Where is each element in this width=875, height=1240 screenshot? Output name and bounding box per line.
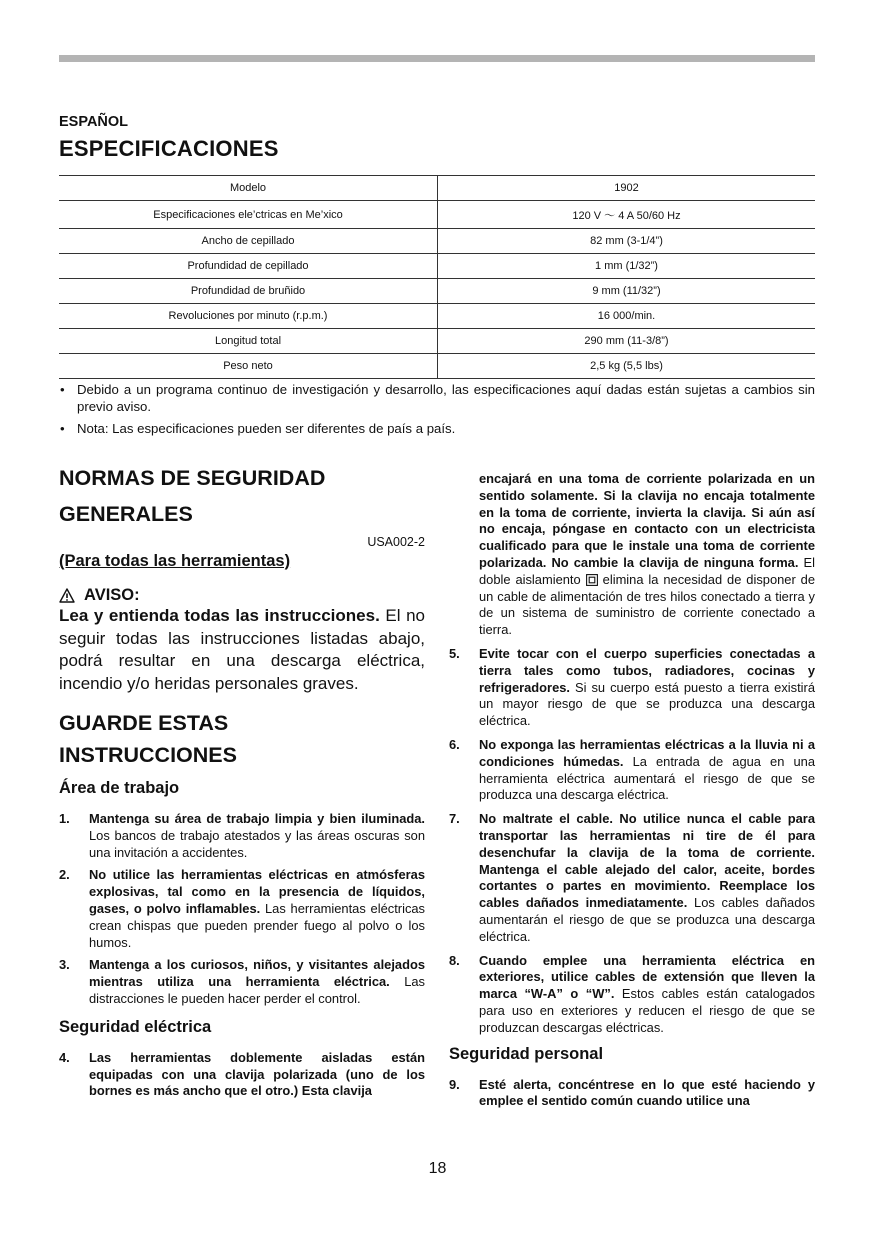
spec-value: 1 mm (1/32”) xyxy=(438,254,816,279)
spec-row xyxy=(59,329,815,354)
warning-label: AVISO: xyxy=(84,586,140,604)
spec-row xyxy=(59,176,815,201)
list-item: 4. Las herramientas doblemente aisladas están equipadas con una clavija polarizada (uno de los bornes es más ancho que el otro.) Esta clavija xyxy=(59,1049,425,1099)
spec-table xyxy=(59,175,815,379)
list-item: 2. No utilice las herramientas eléctricas en atmósferas explosivas, tal como en la presencia de líquidos, gases, o polvo inflamables. Las herramientas eléctricas crean chispas que pueden prender fuego al polvo o los humos. xyxy=(59,867,425,950)
spec-value: 9 mm (11/32”) xyxy=(438,279,816,304)
personal-list xyxy=(449,1077,815,1111)
list-item: 8. Cuando emplee una herramienta eléctrica en exteriores, utilice cables de extensión que lleven la marca “W-A” o “W”. Estos cables están catalogados para uso en exteriores y reducen el riesgo de que se produzcan descargas eléctricas. xyxy=(449,952,815,1035)
spec-label: Profundidad de cepillado xyxy=(59,254,438,279)
list-item: 6. No exponga las herramientas eléctricas a la lluvia ni a condiciones húmedas. La entrada de agua en una herramienta eléctrica aumentará el riesgo de que se produzca una descarga eléctrica. xyxy=(449,736,815,803)
spec-row xyxy=(59,201,815,229)
warning-triangle-icon xyxy=(59,588,75,603)
warning-bold: Lea y entienda todas las instrucciones. xyxy=(59,606,380,625)
warning-text: El no seguir todas las instrucciones listadas abajo, podrá resultar en una descarga eléctrica, incendio y/o heridas personales graves. xyxy=(59,606,425,693)
spec-value: 2,5 kg (5,5 lbs) xyxy=(438,354,816,379)
spec-row xyxy=(59,304,815,329)
spec-row xyxy=(59,229,815,254)
electrical-list-continued xyxy=(449,646,815,1037)
spec-value: 120 V ～ 4 A 50/60 Hz xyxy=(438,201,816,229)
spec-value: 82 mm (3-1/4”) xyxy=(438,229,816,254)
warning-heading xyxy=(59,585,425,605)
header-rule xyxy=(59,55,815,62)
electrical-list xyxy=(59,1050,425,1100)
list-item: 7. No maltrate el cable. No utilice nunca el cable para transportar las herramientas ni tire de él para desenchufar la clavija de la toma de corriente. Mantenga el cable alejado del calor, aceite, bordes cortantes o partes en movimiento. Reemplace los cables dañados inmediatamente. Los cables dañados aumentarán el riesgo de que se produzca una descarga eléctrica. xyxy=(449,811,815,944)
list-item: 1. Mantenga su área de trabajo limpia y bien iluminada. Los bancos de trabajo atestados y las áreas oscuras son una invitación a accidentes. xyxy=(59,811,425,860)
spec-label: Especificaciones ele’ctricas en Me’xico xyxy=(59,201,438,229)
item4-continuation: encajará en una toma de corriente polarizada en un sentido solamente. Si la clavija no encaja totalmente en la toma de corriente, invierta la clavija. Si aún así no encaja, póngase en contacto con un electricista cualificado para que le instale una toma de corriente polarizada. No cambie la clavija de ninguna forma. El doble aislamiento elimina la necesidad de disponer de un cable de alimentación de tres hilos conectado a tierra y de un sistema de suministro de corriente conectado a tierra. xyxy=(479,471,816,638)
save-instructions-title-line2: INSTRUCCIONES xyxy=(59,743,237,767)
save-instructions-title-line1: GUARDE ESTAS xyxy=(59,711,229,735)
note-item: • Debido a un programa continuo de investigación y desarrollo, las especificaciones aquí dadas están sujetas a cambios sin previo aviso. xyxy=(59,381,815,415)
spec-row xyxy=(59,254,815,279)
general-safety-title-line2: GENERALES xyxy=(59,502,193,526)
list-item: 9. Esté alerta, concéntrese en lo que esté haciendo y emplee el sentido común cuando utilice una xyxy=(449,1076,815,1109)
list-item: 5. Evite tocar con el cuerpo superficies conectadas a tierra tales como tubos, radiadores, cocinas y refrigeradores. Si su cuerpo está puesto a tierra existirá un mayor riesgo de que se produzca una descarga eléctrica. xyxy=(449,645,815,729)
spec-label: Modelo xyxy=(59,176,438,201)
language-label: ESPAÑOL xyxy=(59,114,129,130)
spec-row xyxy=(59,354,815,379)
spec-label: Longitud total xyxy=(59,329,438,354)
work-area-list xyxy=(59,811,425,1008)
note-item: • Nota: Las especificaciones pueden ser diferentes de país a país. xyxy=(59,420,815,437)
spec-label: Revoluciones por minuto (r.p.m.) xyxy=(59,304,438,329)
work-area-title: Área de trabajo xyxy=(59,779,180,797)
double-insulation-icon xyxy=(586,574,598,586)
warning-paragraph xyxy=(59,605,425,695)
page-title: ESPECIFICACIONES xyxy=(59,136,279,161)
spec-value: 290 mm (11-3/8”) xyxy=(438,329,816,354)
list-item: 3. Mantenga a los curiosos, niños, y visitantes alejados mientras utiliza una herramienta eléctrica. Las distracciones le pueden hacer perder el control. xyxy=(59,957,425,1006)
personal-safety-title: Seguridad personal xyxy=(449,1044,604,1063)
spec-value: 16 000/min. xyxy=(438,304,816,329)
doc-code: USA002-2 xyxy=(367,535,425,549)
general-safety-title-line1: NORMAS DE SEGURIDAD xyxy=(59,466,326,490)
spec-notes xyxy=(59,381,815,442)
spec-label: Ancho de cepillado xyxy=(59,229,438,254)
right-column xyxy=(449,471,815,1110)
spec-value: 1902 xyxy=(438,176,816,201)
spec-row xyxy=(59,279,815,304)
spec-label: Profundidad de bruñido xyxy=(59,279,438,304)
page-number: 18 xyxy=(428,1160,447,1177)
electrical-safety-title: Seguridad eléctrica xyxy=(59,1017,212,1036)
subtitle-all-tools: (Para todas las herramientas) xyxy=(59,552,291,570)
spec-label: Peso neto xyxy=(59,354,438,379)
left-column xyxy=(59,462,425,1100)
